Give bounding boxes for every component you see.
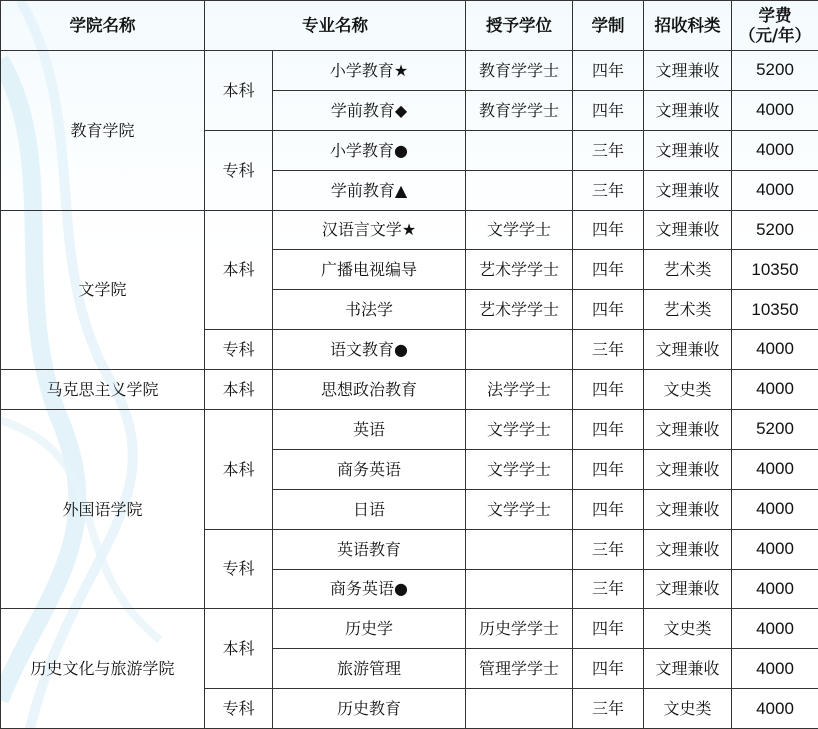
category-cell: 艺术类 xyxy=(644,290,732,330)
program-level: 本科 xyxy=(205,609,273,689)
program-level: 专科 xyxy=(205,130,273,210)
duration-cell: 三年 xyxy=(573,330,644,370)
major-name: 广播电视编导 xyxy=(273,250,466,290)
fee-cell: 5200 xyxy=(732,51,818,91)
header-fee xyxy=(732,1,818,51)
fee-cell: 10350 xyxy=(732,290,818,330)
table-row xyxy=(1,609,818,649)
major-name: 旅游管理 xyxy=(273,649,466,689)
degree-cell: 文学学士 xyxy=(466,449,573,489)
fee-cell: 5200 xyxy=(732,410,818,450)
duration-cell: 四年 xyxy=(573,290,644,330)
major-name: 学前教育◆ xyxy=(273,90,466,130)
program-level: 本科 xyxy=(205,51,273,131)
fee-cell: 4000 xyxy=(732,130,818,170)
program-level: 本科 xyxy=(205,210,273,330)
category-cell: 文史类 xyxy=(644,370,732,410)
major-name: 小学教育★ xyxy=(273,51,466,91)
fee-cell: 4000 xyxy=(732,529,818,569)
degree-cell: 法学学士 xyxy=(466,370,573,410)
duration-cell: 四年 xyxy=(573,250,644,290)
category-cell: 文理兼收 xyxy=(644,170,732,210)
degree-cell xyxy=(466,170,573,210)
fee-cell: 4000 xyxy=(732,370,818,410)
major-name: 英语 xyxy=(273,410,466,450)
duration-cell: 四年 xyxy=(573,489,644,529)
header-row xyxy=(1,1,818,51)
degree-cell: 文学学士 xyxy=(466,210,573,250)
degree-cell: 历史学学士 xyxy=(466,609,573,649)
major-name: 历史学 xyxy=(273,609,466,649)
major-name: 历史教育 xyxy=(273,689,466,729)
duration-cell: 四年 xyxy=(573,210,644,250)
fee-cell: 4000 xyxy=(732,689,818,729)
fee-cell: 4000 xyxy=(732,649,818,689)
program-level: 本科 xyxy=(205,370,273,410)
degree-cell xyxy=(466,569,573,609)
fee-cell: 4000 xyxy=(732,330,818,370)
category-cell: 文史类 xyxy=(644,609,732,649)
duration-cell: 四年 xyxy=(573,370,644,410)
degree-cell: 艺术学学士 xyxy=(466,250,573,290)
category-cell: 艺术类 xyxy=(644,250,732,290)
category-cell: 文理兼收 xyxy=(644,569,732,609)
degree-cell xyxy=(466,689,573,729)
category-cell: 文史类 xyxy=(644,689,732,729)
duration-cell: 四年 xyxy=(573,649,644,689)
header-fee-label: 学费 xyxy=(758,5,792,25)
duration-cell: 三年 xyxy=(573,529,644,569)
duration-cell: 三年 xyxy=(573,689,644,729)
major-name: 小学教育● xyxy=(273,130,466,170)
category-cell: 文理兼收 xyxy=(644,449,732,489)
category-cell: 文理兼收 xyxy=(644,130,732,170)
major-name: 商务英语 xyxy=(273,449,466,489)
header-fee-unit: （元/年） xyxy=(738,25,812,45)
degree-cell: 教育学学士 xyxy=(466,51,573,91)
degree-cell xyxy=(466,130,573,170)
category-cell: 文理兼收 xyxy=(644,330,732,370)
major-name: 思想政治教育 xyxy=(273,370,466,410)
category-cell: 文理兼收 xyxy=(644,529,732,569)
major-name: 语文教育● xyxy=(273,330,466,370)
degree-cell: 文学学士 xyxy=(466,489,573,529)
header-major: 专业名称 xyxy=(205,1,466,51)
program-level: 专科 xyxy=(205,330,273,370)
college-name: 历史文化与旅游学院 xyxy=(1,609,205,729)
major-name: 书法学 xyxy=(273,290,466,330)
duration-cell: 四年 xyxy=(573,449,644,489)
degree-cell: 艺术学学士 xyxy=(466,290,573,330)
duration-cell: 四年 xyxy=(573,609,644,649)
table-row xyxy=(1,370,818,410)
college-name: 教育学院 xyxy=(1,51,205,211)
category-cell: 文理兼收 xyxy=(644,410,732,450)
major-name: 汉语言文学★ xyxy=(273,210,466,250)
header-degree: 授予学位 xyxy=(466,1,573,51)
college-name: 外国语学院 xyxy=(1,410,205,609)
fee-cell: 10350 xyxy=(732,250,818,290)
major-name: 商务英语● xyxy=(273,569,466,609)
header-category: 招收科类 xyxy=(644,1,732,51)
duration-cell: 四年 xyxy=(573,410,644,450)
header-duration: 学制 xyxy=(573,1,644,51)
table-row xyxy=(1,51,818,91)
degree-cell xyxy=(466,330,573,370)
fee-cell: 4000 xyxy=(732,609,818,649)
duration-cell: 三年 xyxy=(573,170,644,210)
major-name: 英语教育 xyxy=(273,529,466,569)
fee-cell: 5200 xyxy=(732,210,818,250)
major-name: 学前教育▲ xyxy=(273,170,466,210)
table-row xyxy=(1,410,818,450)
college-name: 马克思主义学院 xyxy=(1,370,205,410)
fee-cell: 4000 xyxy=(732,449,818,489)
duration-cell: 四年 xyxy=(573,90,644,130)
program-level: 专科 xyxy=(205,689,273,729)
degree-cell: 文学学士 xyxy=(466,410,573,450)
duration-cell: 三年 xyxy=(573,569,644,609)
category-cell: 文理兼收 xyxy=(644,489,732,529)
college-name: 文学院 xyxy=(1,210,205,370)
duration-cell: 四年 xyxy=(573,51,644,91)
fee-cell: 4000 xyxy=(732,489,818,529)
duration-cell: 三年 xyxy=(573,130,644,170)
category-cell: 文理兼收 xyxy=(644,210,732,250)
fee-cell: 4000 xyxy=(732,90,818,130)
category-cell: 文理兼收 xyxy=(644,51,732,91)
category-cell: 文理兼收 xyxy=(644,90,732,130)
degree-cell xyxy=(466,529,573,569)
degree-cell: 管理学学士 xyxy=(466,649,573,689)
program-level: 本科 xyxy=(205,410,273,530)
header-college: 学院名称 xyxy=(1,1,205,51)
category-cell: 文理兼收 xyxy=(644,649,732,689)
fee-cell: 4000 xyxy=(732,170,818,210)
major-name: 日语 xyxy=(273,489,466,529)
program-level: 专科 xyxy=(205,529,273,609)
degree-cell: 教育学学士 xyxy=(466,90,573,130)
table-row xyxy=(1,210,818,250)
fee-cell: 4000 xyxy=(732,569,818,609)
